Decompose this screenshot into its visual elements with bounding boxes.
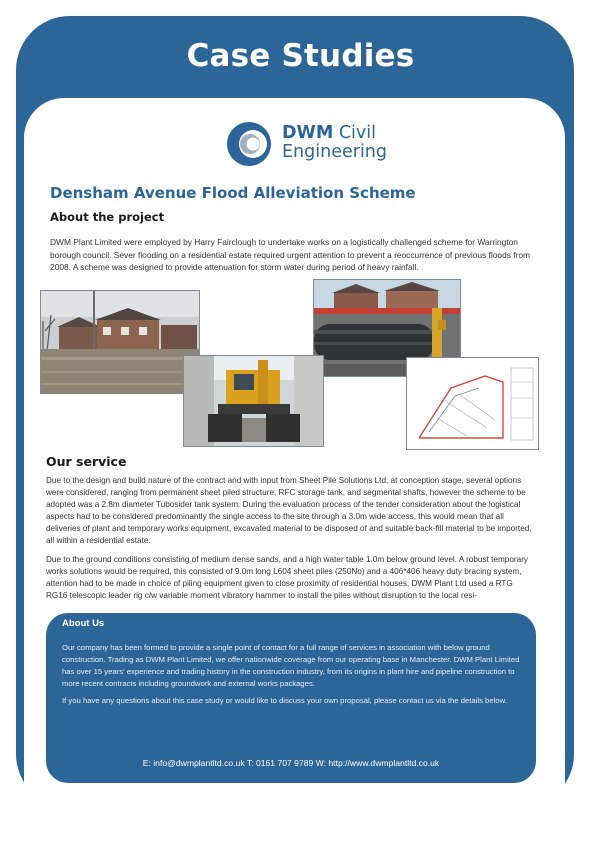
service-paragraph: Due to the design and build nature of the contract and with input from Sheet Pile Solutions Ltd, at conception stage, several options were considered, ranging from permanent sheet piled structure, RFC storage tank, and segmental shafts, however the scheme to be adopted was a 2.8m diameter Tubosider tank system. During the evaluation process of the tender consideration about the logistical aspects had to be considered predominantly the single access to the site through a 3.0m wide access, this would mean that all deliveries of plant and temporary works equipment, excavated material to be disposed of and suitable back-fill material to be imported, all within a residential estate. [46, 476, 532, 546]
about-us-paragraph: If you have any questions about this case study or would like to discuss your own proposal, please contact us via the details below. [62, 696, 507, 705]
contact-details: E: info@dwmplantltd.co.uk T: 0161 707 9789 W: http://www.dwmplantltd.co.uk [142, 758, 440, 768]
logo-text-engineering: Engineering [282, 142, 387, 162]
logo-circles-icon [226, 120, 276, 170]
about-project-text: DWM Plant Limited were employed by Harry Fairclough to undertake works on a logistically challenged scheme for Warrington borough council. Sever flooding on a residential estate required urgent attention to prevent a reoccurrence of previous floods from 2008. A scheme was designed to provide attenuation for storm water during period of heavy rainfall. [50, 237, 530, 272]
logo-text-dwm: DWM [282, 123, 334, 143]
page-title: Case Studies [186, 38, 415, 74]
logo-text-civil: Civil [333, 123, 376, 143]
flooded-street-photo [40, 290, 200, 394]
about-project-heading: About the project [50, 210, 165, 224]
site-plan-drawing [406, 357, 539, 450]
company-logo [226, 120, 386, 170]
excavator-photo [183, 355, 324, 447]
our-service-text [46, 475, 532, 608]
about-us-heading: About Us [62, 618, 105, 629]
about-us-text [62, 642, 524, 712]
about-us-paragraph: Our company has been formed to provide a single point of contact for a full range of services in association with below ground construction. Trading as DWM Plant Limited, we offer nationwide coverage from our operating base in Manchester. DWM Plant Limited has over 15 years' experience and trading history in the construction industry, from its origins in plant hire and pipeline construction to more recent contracts including groundwork and external works packages. [62, 643, 520, 688]
our-service-heading: Our service [46, 454, 127, 469]
logo-wordmark [282, 124, 387, 162]
service-paragraph: Due to the ground conditions consisting of medium dense sands, and a high water table 1.0m below ground level. A robust temporary works solutions would be required, this consisted of 9.0m long L604 sheet piles (250No) and a 406*406 heavy duty bracing system, attention had to be made in choice of piling equipment given to close proximity of residential houses, DWM Plant Ltd used a RTG RG16 telescopic leader rig c/w variable moment vibratory hammer to install the piles without disruption to the local resi- [46, 554, 528, 600]
project-title: Densham Avenue Flood Alleviation Scheme [50, 184, 416, 202]
